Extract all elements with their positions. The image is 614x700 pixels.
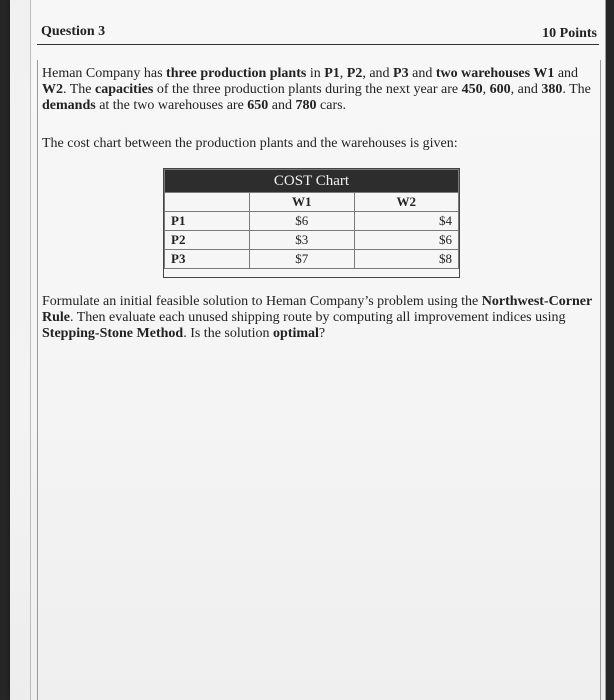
table-row <box>165 231 459 250</box>
cost-chart-title: COST Chart <box>165 170 459 193</box>
cost-chart-table <box>163 168 460 278</box>
question-header <box>37 20 599 45</box>
question-title: Question 3 <box>41 24 106 39</box>
question-page <box>30 0 606 700</box>
row-label: P2 <box>165 231 250 250</box>
problem-statement: Heman Company has three production plants in P1, P2, and P3 and two warehouses W1 and W2. The capacities of the three production plants during the next year are 450, 600, and 380. The demands at the two warehouses are 650 and 780 cars. <box>42 66 591 113</box>
row-label: P1 <box>165 212 250 231</box>
cost-cell-w2: $8 <box>354 250 459 269</box>
cost-chart-intro: The cost chart between the production plants and the warehouses is given: <box>42 136 458 151</box>
paper-sheet <box>10 0 602 700</box>
task-statement: Formulate an initial feasible solution to Heman Company’s problem using the Northwest-Corner Rule. Then evaluate each unused shipping route by computing all improvement indices using Stepping-Stone Method. Is the solution optimal? <box>42 294 592 341</box>
cost-cell-w2: $6 <box>354 231 459 250</box>
column-header-w2: W2 <box>354 193 459 212</box>
row-label: P3 <box>165 250 250 269</box>
column-header-w1: W1 <box>250 193 355 212</box>
question-body <box>37 60 601 700</box>
table-row <box>165 212 459 231</box>
cost-cell-w2: $4 <box>354 212 459 231</box>
cost-cell-w1: $6 <box>250 212 355 231</box>
cost-cell-w1: $3 <box>250 231 355 250</box>
corner-cell <box>165 193 250 212</box>
cost-cell-w1: $7 <box>250 250 355 269</box>
table-row <box>165 250 459 269</box>
question-points: 10 Points <box>542 26 597 41</box>
